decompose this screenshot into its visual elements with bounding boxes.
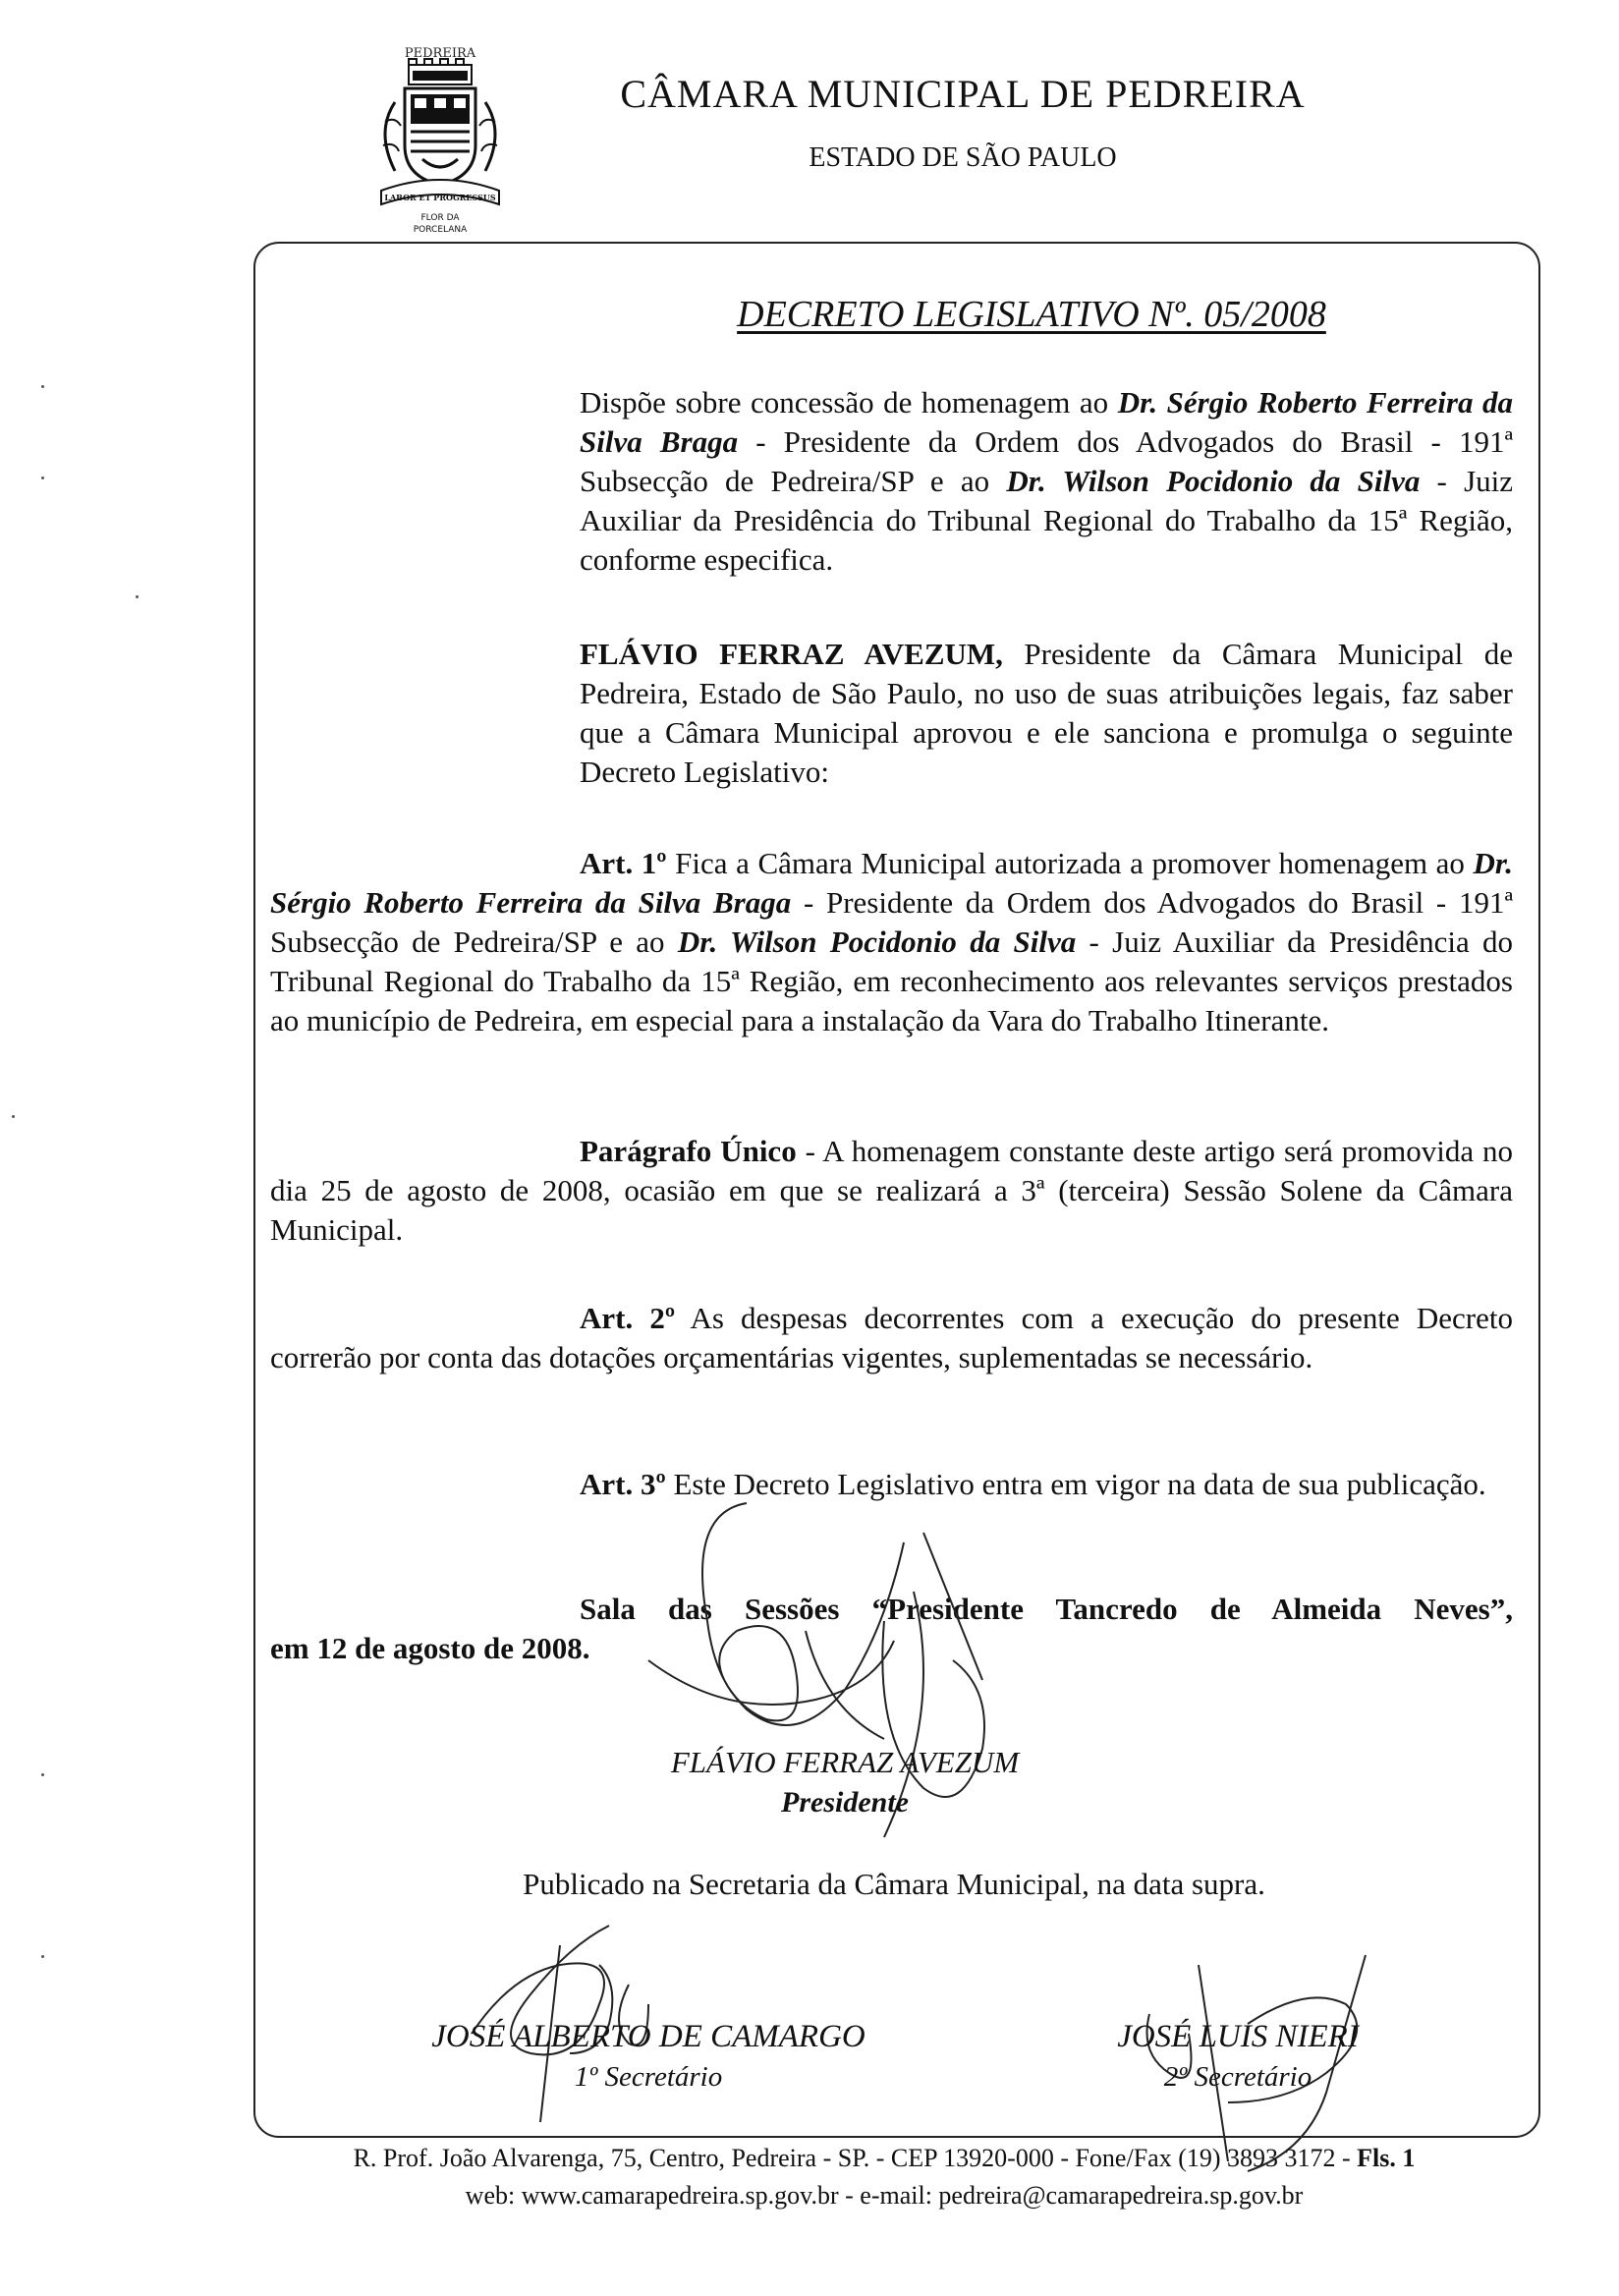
header-title: CÂMARA MUNICIPAL DE PEDREIRA xyxy=(620,72,1306,116)
paragrafo-label: Parágrafo Único xyxy=(580,1134,797,1168)
article-3-text: Este Decreto Legislativo entra em vigor na data de sua publicação. xyxy=(665,1467,1486,1501)
crest-bottom-text-2: PORCELANA xyxy=(413,225,468,235)
scan-speck xyxy=(136,595,139,598)
ementa-honoree-1: Dr. Sérgio Roberto Ferreira da Silva Braga xyxy=(580,385,1513,459)
crest-bottom-text-1: FLOR DA xyxy=(420,213,460,223)
article-1-text-2: - Presidente da Ordem dos Advogados do Brasil - 191ª Subsecção de Pedreira/SP e ao xyxy=(270,885,1513,959)
president-signature-role: Presidente xyxy=(781,1786,909,1819)
preamble-paragraph xyxy=(580,635,1513,792)
header-subtitle: ESTADO DE SÃO PAULO xyxy=(809,142,1117,173)
article-1 xyxy=(270,844,1513,1040)
scan-speck xyxy=(41,1955,44,1958)
article-2-text: As despesas decorrentes com a execução do presente Decreto correrão por conta das dotações orçamentárias vigentes, suplementadas se necessário. xyxy=(270,1301,1513,1374)
article-2-label: Art. 2º xyxy=(580,1301,676,1335)
footer-page-number: Fls. 1 xyxy=(1357,2144,1416,2172)
article-2 xyxy=(270,1299,1513,1377)
scan-speck xyxy=(12,1115,15,1118)
article-3-label: Art. 3º xyxy=(580,1467,666,1501)
ementa-text-2: - Presidente da Ordem dos Advogados do Brasil - 191ª Subsecção de Pedreira/SP e ao xyxy=(580,424,1514,498)
crest-emblem xyxy=(365,43,515,236)
article-1-label: Art. 1º xyxy=(580,846,667,880)
article-1-text-1: Fica a Câmara Municipal autorizada a promover homenagem ao xyxy=(666,846,1474,880)
crest-motto: LABOR ET PROGRESSUS xyxy=(384,193,496,202)
article-1-text-3: - Juiz Auxiliar da Presidência do Tribunal Regional do Trabalho da 15ª Região, em reconhecimento aos relevantes serviços prestados ao município de Pedreira, em especial para a instalação da Vara do Trabalho Itinerante. xyxy=(270,924,1514,1037)
publication-note: Publicado na Secretaria da Câmara Municipal, na data supra. xyxy=(523,1867,1265,1901)
session-hall-line-1: Sala das Sessões “Presidente Tancredo de Almeida Neves”, xyxy=(580,1592,1513,1626)
second-secretary-role: 2º Secretário xyxy=(1163,2061,1312,2093)
footer-web-email: web: www.camarapedreira.sp.gov.br - e-mail: pedreira@camarapedreira.sp.gov.br xyxy=(465,2181,1304,2210)
scan-speck xyxy=(41,385,44,388)
paragrafo-unico xyxy=(270,1132,1513,1250)
ementa-paragraph xyxy=(580,383,1513,580)
president-signature-name: FLÁVIO FERRAZ AVEZUM xyxy=(670,1745,1020,1779)
preamble-text: Presidente da Câmara Municipal de Pedreira, Estado de São Paulo, no uso de suas atribuições legais, faz saber que a Câmara Municipal aprovou e ele sanciona e promulga o seguinte Decreto Legislativo: xyxy=(580,637,1513,789)
footer-address-text: R. Prof. João Alvarenga, 75, Centro, Pedreira - SP. - CEP 13920-000 - Fone/Fax (19) 3893 3172 - xyxy=(353,2144,1358,2172)
first-secretary-name: JOSÉ ALBERTO DE CAMARGO xyxy=(431,2019,865,2054)
scan-speck xyxy=(41,476,44,479)
scan-speck xyxy=(41,1773,44,1776)
session-date-line: em 12 de agosto de 2008. xyxy=(270,1631,590,1665)
first-secretary-role: 1º Secretário xyxy=(574,2061,723,2093)
crest-top-text: PEDREIRA xyxy=(404,46,476,61)
second-secretary-name: JOSÉ LUIS NIERI xyxy=(1117,2019,1359,2054)
footer-address xyxy=(236,2144,1533,2173)
ementa-text-3: - Juiz Auxiliar da Presidência do Tribunal Regional do Trabalho da 15ª Região, conforme especifica. xyxy=(580,464,1514,577)
president-name-bold: FLÁVIO FERRAZ AVEZUM, xyxy=(580,637,1003,671)
ementa-honoree-2: Dr. Wilson Pocidonio da Silva xyxy=(1006,464,1421,498)
paragrafo-text: - A homenagem constante deste artigo será promovida no dia 25 de agosto de 2008, ocasião em que se realizará a 3ª (terceira) Sessão Solene da Câmara Municipal. xyxy=(270,1134,1514,1247)
ementa-text-1: Dispõe sobre concessão de homenagem ao xyxy=(580,385,1118,420)
municipal-crest xyxy=(365,43,515,236)
document-title: DECRETO LEGISLATIVO Nº. 05/2008 xyxy=(737,294,1326,335)
article-1-honoree-1: Dr. Sérgio Roberto Ferreira da Silva Braga xyxy=(270,846,1513,920)
article-1-honoree-2: Dr. Wilson Pocidonio da Silva xyxy=(677,924,1077,959)
